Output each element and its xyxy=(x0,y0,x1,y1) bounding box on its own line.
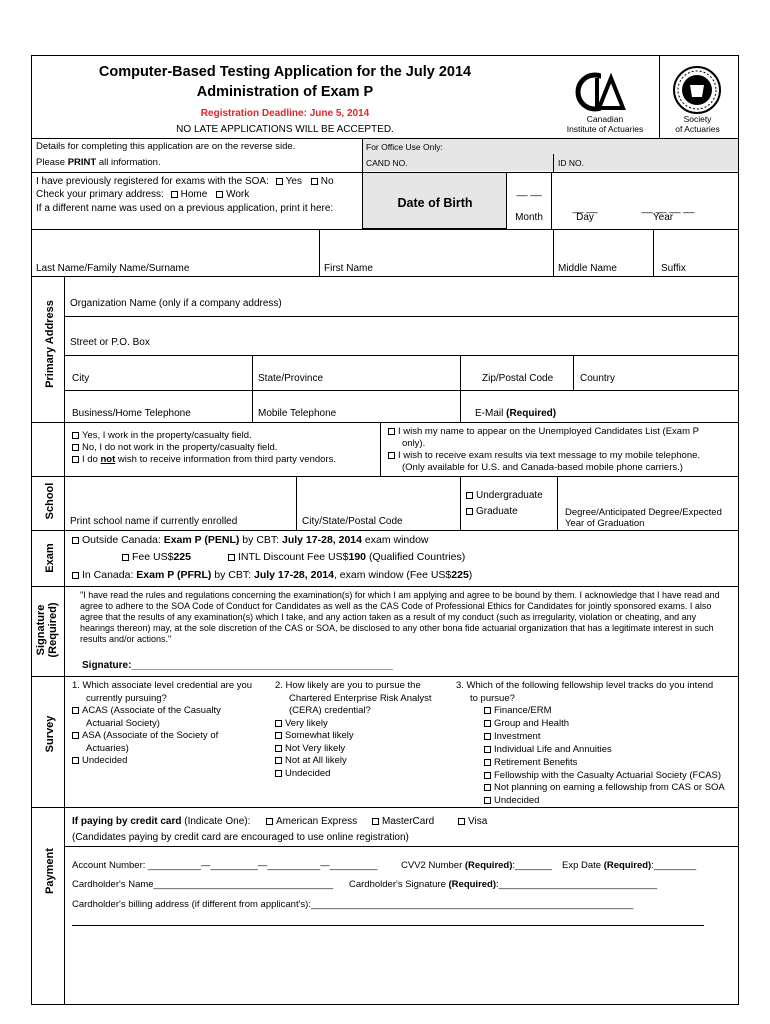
last-name-label[interactable]: Last Name/Family Name/Surname xyxy=(36,263,190,274)
previously-registered: I have previously registered for exams with the SOA: Yes No xyxy=(36,176,334,187)
credit-card-label: If paying by credit card (Indicate One): xyxy=(72,816,251,827)
cia-label: Canadian Institute of Actuaries xyxy=(566,114,644,134)
month-blank[interactable]: __ __ xyxy=(516,186,542,197)
business-phone-label[interactable]: Business/Home Telephone xyxy=(72,408,191,419)
exp-date-field[interactable]: Exp Date (Required):________ xyxy=(562,860,697,871)
mobile-phone-label[interactable]: Mobile Telephone xyxy=(258,408,337,419)
email-label[interactable]: E-Mail (Required) xyxy=(475,408,557,419)
form-title: Computer-Based Testing Application for the July 2014 Administration of Exam P xyxy=(98,64,472,100)
section-payment: Payment xyxy=(44,848,56,894)
pc-yes-option[interactable]: Yes, I work in the property/casualty field. xyxy=(72,430,252,442)
work-checkbox[interactable] xyxy=(216,191,223,198)
q1-asa[interactable]: ASA (Associate of the Society of xyxy=(72,730,252,743)
street-label[interactable]: Street or P.O. Box xyxy=(70,337,150,348)
q2-not-at-all-likely[interactable]: Not at All likely xyxy=(275,755,432,768)
cardholder-name-field[interactable]: Cardholder's Name__________________________________ xyxy=(72,879,334,890)
q2-very-likely[interactable]: Very likely xyxy=(275,718,432,731)
unemployed-option[interactable]: I wish my name to appear on the Unemployed Candidates List (Exam P xyxy=(388,426,699,438)
organization-label[interactable]: Organization Name (only if a company address) xyxy=(70,298,282,309)
primary-address-check: Check your primary address: Home Work xyxy=(36,189,250,200)
first-name-label[interactable]: First Name xyxy=(324,263,373,274)
q2-not-very-likely[interactable]: Not Very likely xyxy=(275,743,432,756)
exam-canada-option[interactable]: In Canada: Exam P (PFRL) by CBT: July 17-28, 2014, exam window (Fee US$225) xyxy=(72,569,472,582)
suffix-label[interactable]: Suffix xyxy=(661,263,686,274)
school-city-label[interactable]: City/State/Postal Code xyxy=(302,516,403,527)
yes-checkbox[interactable] xyxy=(276,178,283,185)
q3-fcas[interactable]: Fellowship with the Casualty Actuarial Society (FCAS) xyxy=(456,770,725,783)
state-label[interactable]: State/Province xyxy=(258,373,324,384)
section-signature: Signature (Required) xyxy=(35,602,59,658)
q3-finance[interactable]: Finance/ERM xyxy=(456,705,725,718)
account-number-field[interactable]: Account Number: __________—_________—__________—_________ xyxy=(72,860,378,871)
id-no-label: ID NO. xyxy=(558,158,584,168)
city-label[interactable]: City xyxy=(72,373,90,384)
amex-option[interactable]: American Express xyxy=(266,816,357,829)
day-blank[interactable]: __ __ xyxy=(572,203,598,214)
cardholder-signature-field[interactable]: Cardholder's Signature (Required):______________________________ xyxy=(349,879,658,890)
details-note: Details for completing this application are on the reverse side. xyxy=(36,141,296,152)
middle-name-label[interactable]: Middle Name xyxy=(558,263,617,274)
country-label[interactable]: Country xyxy=(580,373,616,384)
soa-label: Society of Actuaries xyxy=(675,114,720,134)
degree-label[interactable]: Degree/Anticipated Degree/Expected Year of Graduation xyxy=(565,507,722,529)
q3-group-health[interactable]: Group and Health xyxy=(456,718,725,731)
cand-no-label: CAND NO. xyxy=(366,158,408,168)
undergraduate-option[interactable]: Undergraduate xyxy=(466,490,543,503)
pc-no-option[interactable]: No, I do not work in the property/casualty field. xyxy=(72,442,277,454)
print-note: Please PRINT all information. xyxy=(36,157,161,168)
q3-life-annuities[interactable]: Individual Life and Annuities xyxy=(456,744,725,757)
survey-q3: 3. Which of the following fellowship level tracks do you intend to pursue? Finance/ERM Group and Health Investment Individual Life and Annuities Retirement Benefits Fellowship with the Casualty Actuarial Society (FCAS) Not planning on earning a fellowship from CAS or SOA Undecided xyxy=(456,680,725,807)
q2-undecided[interactable]: Undecided xyxy=(275,768,432,781)
survey-q2: 2. How likely are you to pursue the Chartered Enterprise Risk Analyst (CERA) credential? Very likely Somewhat likely Not Very likely Not at All likely Undecided xyxy=(275,680,432,779)
q3-undecided[interactable]: Undecided xyxy=(456,795,725,808)
signature-agreement: "I have read the rules and regulations concerning the examination(s) for which I am applying and agree to be bound by them. I acknowledge that I have read and agree to adhere to the SOA Code of Conduct for Candidates as well as the CAS Code of Professional Ethics for Candidates for jointly sponsored exams. I also agree that the results of any examination(s) which I take, and any action taken as a result of my conduct (such as irregularity, violation or cheating, and any hearings thereon) may, at the sole discretion of the CAS or SOA, be disclosed to any other bona fide actuarial organization that has a legitimate interest in such results and/or actions." xyxy=(80,590,720,644)
section-primary-address: Primary Address xyxy=(44,300,56,388)
intl-fee-option[interactable]: INTL Discount Fee US$190 (Qualified Countries) xyxy=(228,551,465,564)
soa-seal-icon xyxy=(672,65,722,115)
year-blank[interactable]: __ __ __ __ xyxy=(641,203,695,214)
signature-line[interactable]: Signature:_______________________________________________ xyxy=(82,660,393,671)
office-use-label: For Office Use Only: xyxy=(366,142,443,152)
billing-address-field[interactable]: Cardholder's billing address (if different from applicant's):_____________________________________________________________ xyxy=(72,899,634,910)
q3-investment[interactable]: Investment xyxy=(456,731,725,744)
q2-somewhat-likely[interactable]: Somewhat likely xyxy=(275,730,432,743)
survey-q1: 1. Which associate level credential are you currently pursuing? ACAS (Associate of the Casualty Actuarial Society) ASA (Associate of the Society of Actuaries) Undecided xyxy=(72,680,253,766)
no-checkbox[interactable] xyxy=(311,178,318,185)
visa-option[interactable]: Visa xyxy=(458,816,487,829)
year-label: Year xyxy=(652,212,674,223)
cia-logo-icon xyxy=(575,72,627,112)
section-survey: Survey xyxy=(44,715,56,753)
fee-option[interactable]: Fee US$225 xyxy=(122,551,191,564)
month-label: Month xyxy=(515,212,543,223)
zip-label[interactable]: Zip/Postal Code xyxy=(482,373,554,384)
graduate-option[interactable]: Graduate xyxy=(466,506,518,519)
text-results-option[interactable]: I wish to receive exam results via text message to my mobile telephone. xyxy=(388,450,700,462)
section-exam: Exam xyxy=(44,543,56,573)
third-party-option[interactable]: I do not wish to receive information from third party vendors. xyxy=(72,454,336,466)
section-school: School xyxy=(44,482,56,520)
cvv-field[interactable]: CVV2 Number (Required):_______ xyxy=(401,860,553,871)
q1-undecided[interactable]: Undecided xyxy=(72,755,252,768)
online-note: (Candidates paying by credit card are encouraged to use online registration) xyxy=(72,832,409,843)
exam-outside-canada-option[interactable]: Outside Canada: Exam P (PENL) by CBT: July 17-28, 2014 exam window xyxy=(72,534,429,547)
different-name-note: If a different name was used on a previous application, print it here: xyxy=(36,203,334,214)
mastercard-option[interactable]: MasterCard xyxy=(372,816,434,829)
no-late-notice: NO LATE APPLICATIONS WILL BE ACCEPTED. xyxy=(176,124,394,135)
q3-not-planning[interactable]: Not planning on earning a fellowship from CAS or SOA xyxy=(456,782,725,795)
school-name-label[interactable]: Print school name if currently enrolled xyxy=(70,516,238,527)
dob-label: Date of Birth xyxy=(397,196,473,210)
registration-deadline: Registration Deadline: June 5, 2014 xyxy=(200,108,370,119)
home-checkbox[interactable] xyxy=(171,191,178,198)
q3-retirement[interactable]: Retirement Benefits xyxy=(456,757,725,770)
billing-address-line[interactable] xyxy=(72,925,704,926)
q1-acas[interactable]: ACAS (Associate of the Casualty xyxy=(72,705,252,718)
day-label: Day xyxy=(576,212,594,223)
